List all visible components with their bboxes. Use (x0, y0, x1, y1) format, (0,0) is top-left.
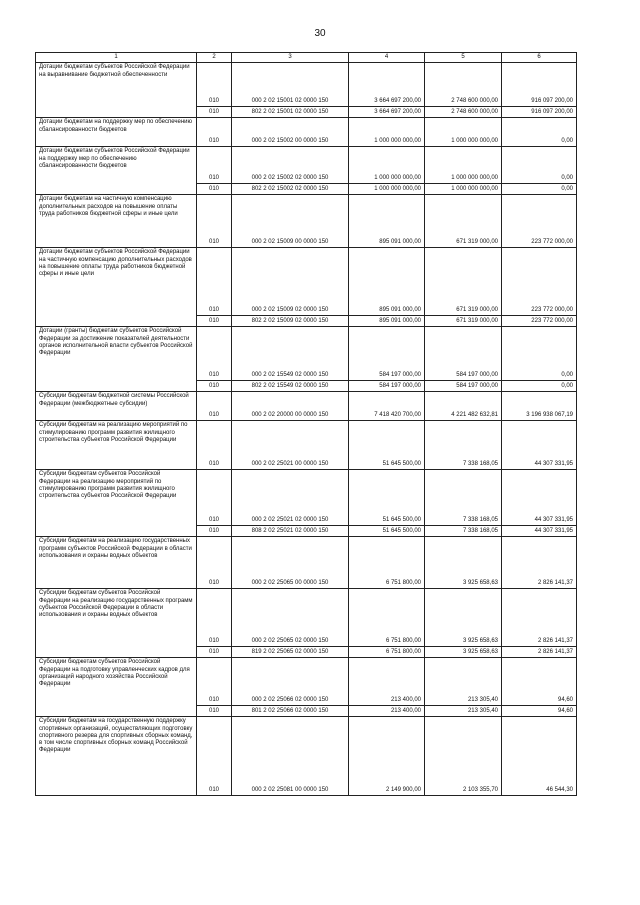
row-code: 010 (197, 107, 232, 118)
row-kbk: 000 2 02 25021 02 0000 150 (232, 470, 349, 526)
row-value-5: 584 197 000,00 (425, 381, 502, 392)
row-code: 010 (197, 589, 232, 647)
row-kbk: 000 2 02 25081 00 0000 150 (232, 717, 349, 796)
row-value-6: 0,00 (502, 327, 577, 381)
row-name: Субсидии бюджетам субъектов Российской Федерации на реализацию мероприятий по стимулированию программ развития жилищного строительства субъектов Российской Федерации (36, 470, 197, 537)
row-kbk: 801 2 02 25066 02 0000 150 (232, 706, 349, 717)
header-row (36, 53, 577, 63)
row-code: 010 (197, 658, 232, 706)
column-header: 3 (232, 53, 349, 63)
row-name: Субсидии бюджетам на государственную поддержку спортивных организаций, осуществляющих подготовку спортивного резерва для спортивных сборных команд, в том числе спортивных сборных команд Российской Федерации (36, 717, 197, 796)
row-value-4: 3 664 697 200,00 (349, 107, 425, 118)
row-value-5: 213 305,40 (425, 658, 502, 706)
row-code: 010 (197, 327, 232, 381)
row-value-6: 0,00 (502, 381, 577, 392)
row-value-5: 1 000 000 000,00 (425, 118, 502, 147)
row-kbk: 000 2 02 20000 00 0000 150 (232, 392, 349, 421)
row-value-6: 223 772 000,00 (502, 248, 577, 316)
row-value-6: 916 097 200,00 (502, 107, 577, 118)
row-value-6: 916 097 200,00 (502, 63, 577, 107)
row-value-5: 7 338 168,05 (425, 421, 502, 470)
table-row (36, 537, 577, 589)
row-code: 010 (197, 421, 232, 470)
row-value-4: 895 091 000,00 (349, 195, 425, 248)
table-row (36, 147, 577, 184)
row-value-5: 7 338 168,05 (425, 470, 502, 526)
row-value-6: 3 196 938 067,19 (502, 392, 577, 421)
row-value-4: 51 645 500,00 (349, 421, 425, 470)
row-value-5: 1 000 000 000,00 (425, 147, 502, 184)
row-value-6: 44 307 331,95 (502, 526, 577, 537)
row-kbk: 802 2 02 15549 02 0000 150 (232, 381, 349, 392)
row-value-6: 2 826 141,37 (502, 537, 577, 589)
row-code: 010 (197, 147, 232, 184)
row-value-4: 51 645 500,00 (349, 470, 425, 526)
row-value-4: 6 751 800,00 (349, 537, 425, 589)
column-header: 4 (349, 53, 425, 63)
row-value-5: 3 925 658,63 (425, 647, 502, 658)
row-kbk: 000 2 02 15009 02 0000 150 (232, 248, 349, 316)
row-kbk: 808 2 02 25021 02 0000 150 (232, 526, 349, 537)
row-code: 010 (197, 647, 232, 658)
row-value-4: 6 751 800,00 (349, 589, 425, 647)
row-code: 010 (197, 184, 232, 195)
row-name: Дотации бюджетам на поддержку мер по обеспечению сбалансированности бюджетов (36, 118, 197, 147)
row-name: Дотации бюджетам субъектов Российской Федерации на частичную компенсацию дополнительных расходов на повышение оплаты труда работников бюджетной сферы и иные цели (36, 248, 197, 327)
row-value-5: 671 319 000,00 (425, 248, 502, 316)
table-row (36, 470, 577, 526)
row-code: 010 (197, 381, 232, 392)
row-value-4: 213 400,00 (349, 706, 425, 717)
table-row (36, 717, 577, 796)
row-value-4: 1 000 000 000,00 (349, 118, 425, 147)
row-value-6: 223 772 000,00 (502, 195, 577, 248)
row-name: Дотации (гранты) бюджетам субъектов Российской Федерации за достижение показателей деятельности органов исполнительной власти субъектов Российской Федерации (36, 327, 197, 392)
row-kbk: 802 2 02 15009 02 0000 150 (232, 316, 349, 327)
row-kbk: 819 2 02 25065 02 0000 150 (232, 647, 349, 658)
row-name: Дотации бюджетам на частичную компенсацию дополнительных расходов на повышение оплаты труда работников бюджетной сферы и иные цели (36, 195, 197, 248)
row-value-4: 895 091 000,00 (349, 316, 425, 327)
table-row (36, 248, 577, 316)
row-kbk: 802 2 02 15001 02 0000 150 (232, 107, 349, 118)
table-row (36, 421, 577, 470)
row-code: 010 (197, 316, 232, 327)
row-value-6: 44 307 331,95 (502, 470, 577, 526)
row-value-6: 223 772 000,00 (502, 316, 577, 327)
table-row (36, 63, 577, 107)
column-header: 5 (425, 53, 502, 63)
row-value-5: 4 221 482 632,81 (425, 392, 502, 421)
row-code: 010 (197, 118, 232, 147)
table-row (36, 392, 577, 421)
row-kbk: 802 2 02 15002 02 0000 150 (232, 184, 349, 195)
row-value-5: 2 103 355,70 (425, 717, 502, 796)
row-kbk: 000 2 02 25066 02 0000 150 (232, 658, 349, 706)
column-header: 6 (502, 53, 577, 63)
row-code: 010 (197, 526, 232, 537)
row-name: Субсидии бюджетам субъектов Российской Федерации на реализацию государственных программ субъектов Российской Федерации в области использования и охраны водных объектов (36, 589, 197, 658)
row-value-4: 7 418 420 700,00 (349, 392, 425, 421)
row-value-5: 2 748 600 000,00 (425, 107, 502, 118)
row-value-5: 584 197 000,00 (425, 327, 502, 381)
row-value-6: 2 826 141,37 (502, 589, 577, 647)
row-kbk: 000 2 02 15002 00 0000 150 (232, 118, 349, 147)
row-value-6: 46 544,30 (502, 717, 577, 796)
row-code: 010 (197, 392, 232, 421)
row-value-6: 0,00 (502, 147, 577, 184)
row-value-6: 94,60 (502, 706, 577, 717)
row-value-4: 6 751 800,00 (349, 647, 425, 658)
row-code: 010 (197, 195, 232, 248)
row-value-5: 671 319 000,00 (425, 195, 502, 248)
table-row (36, 118, 577, 147)
row-value-5: 2 748 600 000,00 (425, 63, 502, 107)
row-value-4: 584 197 000,00 (349, 381, 425, 392)
row-value-5: 3 925 658,63 (425, 537, 502, 589)
row-value-5: 7 338 168,05 (425, 526, 502, 537)
row-name: Субсидии бюджетам на реализацию мероприятий по стимулированию программ развития жилищного строительства субъектов Российской Федерации (36, 421, 197, 470)
row-value-6: 94,60 (502, 658, 577, 706)
row-code: 010 (197, 63, 232, 107)
row-name: Субсидии бюджетам на реализацию государственных программ субъектов Российской Федерации в области использования и охраны водных объектов (36, 537, 197, 589)
row-code: 010 (197, 248, 232, 316)
row-value-4: 1 000 000 000,00 (349, 147, 425, 184)
table-row (36, 327, 577, 381)
row-code: 010 (197, 537, 232, 589)
row-name: Дотации бюджетам субъектов Российской Федерации на выравнивание бюджетной обеспеченности (36, 63, 197, 118)
row-value-5: 213 305,40 (425, 706, 502, 717)
row-value-4: 584 197 000,00 (349, 327, 425, 381)
table-row (36, 589, 577, 647)
row-value-5: 1 000 000 000,00 (425, 184, 502, 195)
row-kbk: 000 2 02 25065 00 0000 150 (232, 537, 349, 589)
row-value-6: 0,00 (502, 184, 577, 195)
row-code: 010 (197, 470, 232, 526)
row-value-4: 895 091 000,00 (349, 248, 425, 316)
row-code: 010 (197, 717, 232, 796)
table-row (36, 195, 577, 248)
row-value-4: 213 400,00 (349, 658, 425, 706)
row-name: Субсидии бюджетам субъектов Российской Федерации на подготовку управленческих кадров для организаций народного хозяйства Российской Федерации (36, 658, 197, 717)
row-value-4: 1 000 000 000,00 (349, 184, 425, 195)
row-value-6: 44 307 331,95 (502, 421, 577, 470)
page-number: 30 (314, 28, 326, 39)
row-kbk: 000 2 02 25021 00 0000 150 (232, 421, 349, 470)
row-kbk: 000 2 02 15009 00 0000 150 (232, 195, 349, 248)
row-kbk: 000 2 02 15549 02 0000 150 (232, 327, 349, 381)
row-value-4: 3 664 697 200,00 (349, 63, 425, 107)
column-header: 1 (36, 53, 197, 63)
column-header: 2 (197, 53, 232, 63)
row-value-4: 2 149 900,00 (349, 717, 425, 796)
row-name: Субсидии бюджетам бюджетной системы Российской Федерации (межбюджетные субсидии) (36, 392, 197, 421)
table-row (36, 658, 577, 706)
row-value-5: 671 319 000,00 (425, 316, 502, 327)
row-code: 010 (197, 706, 232, 717)
row-kbk: 000 2 02 25065 02 0000 150 (232, 589, 349, 647)
row-value-6: 2 826 141,37 (502, 647, 577, 658)
row-kbk: 000 2 02 15002 02 0000 150 (232, 147, 349, 184)
row-value-4: 51 645 500,00 (349, 526, 425, 537)
row-value-6: 0,00 (502, 118, 577, 147)
row-name: Дотации бюджетам субъектов Российской Федерации на поддержку мер по обеспечению сбалансированности бюджетов (36, 147, 197, 195)
row-kbk: 000 2 02 15001 02 0000 150 (232, 63, 349, 107)
budget-table (35, 52, 577, 796)
row-value-5: 3 925 658,63 (425, 589, 502, 647)
